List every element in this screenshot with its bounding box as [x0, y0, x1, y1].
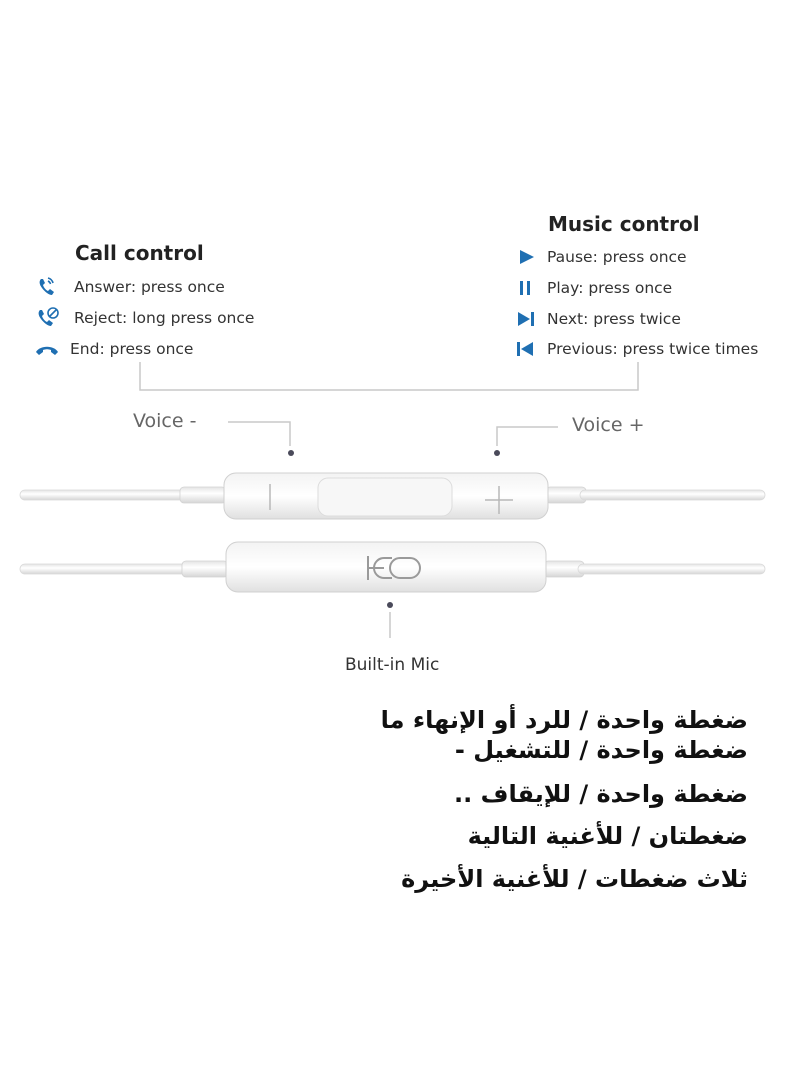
voice-minus-label: Voice -: [133, 410, 197, 432]
arabic-note-pause: ضغطة واحدة / للإيقاف ..: [454, 780, 748, 808]
previous-label: Previous: press twice times: [547, 340, 759, 358]
answer-label: Answer: press once: [74, 278, 225, 296]
pause-label: Pause: press once: [547, 248, 687, 266]
arabic-note-next: ضغطتان / للأغنية التالية: [467, 822, 748, 850]
next-label: Next: press twice: [547, 310, 681, 328]
end-label: End: press once: [70, 340, 194, 358]
voice-plus-label: Voice +: [572, 414, 645, 436]
arabic-note-answer-end: ضغطة واحدة / للرد أو الإنهاء ما: [380, 706, 748, 734]
music-control-title: Music control: [548, 212, 700, 236]
play-label: Play: press once: [547, 279, 673, 297]
call-control-title: Call control: [75, 241, 204, 265]
reject-label: Reject: long press once: [74, 309, 255, 327]
arabic-note-previous: ثلاث ضغطات / للأغنية الأخيرة: [401, 865, 748, 893]
arabic-note-play: ضغطة واحدة / للتشغيل -: [454, 736, 748, 764]
built-in-mic-label: Built-in Mic: [345, 655, 440, 675]
